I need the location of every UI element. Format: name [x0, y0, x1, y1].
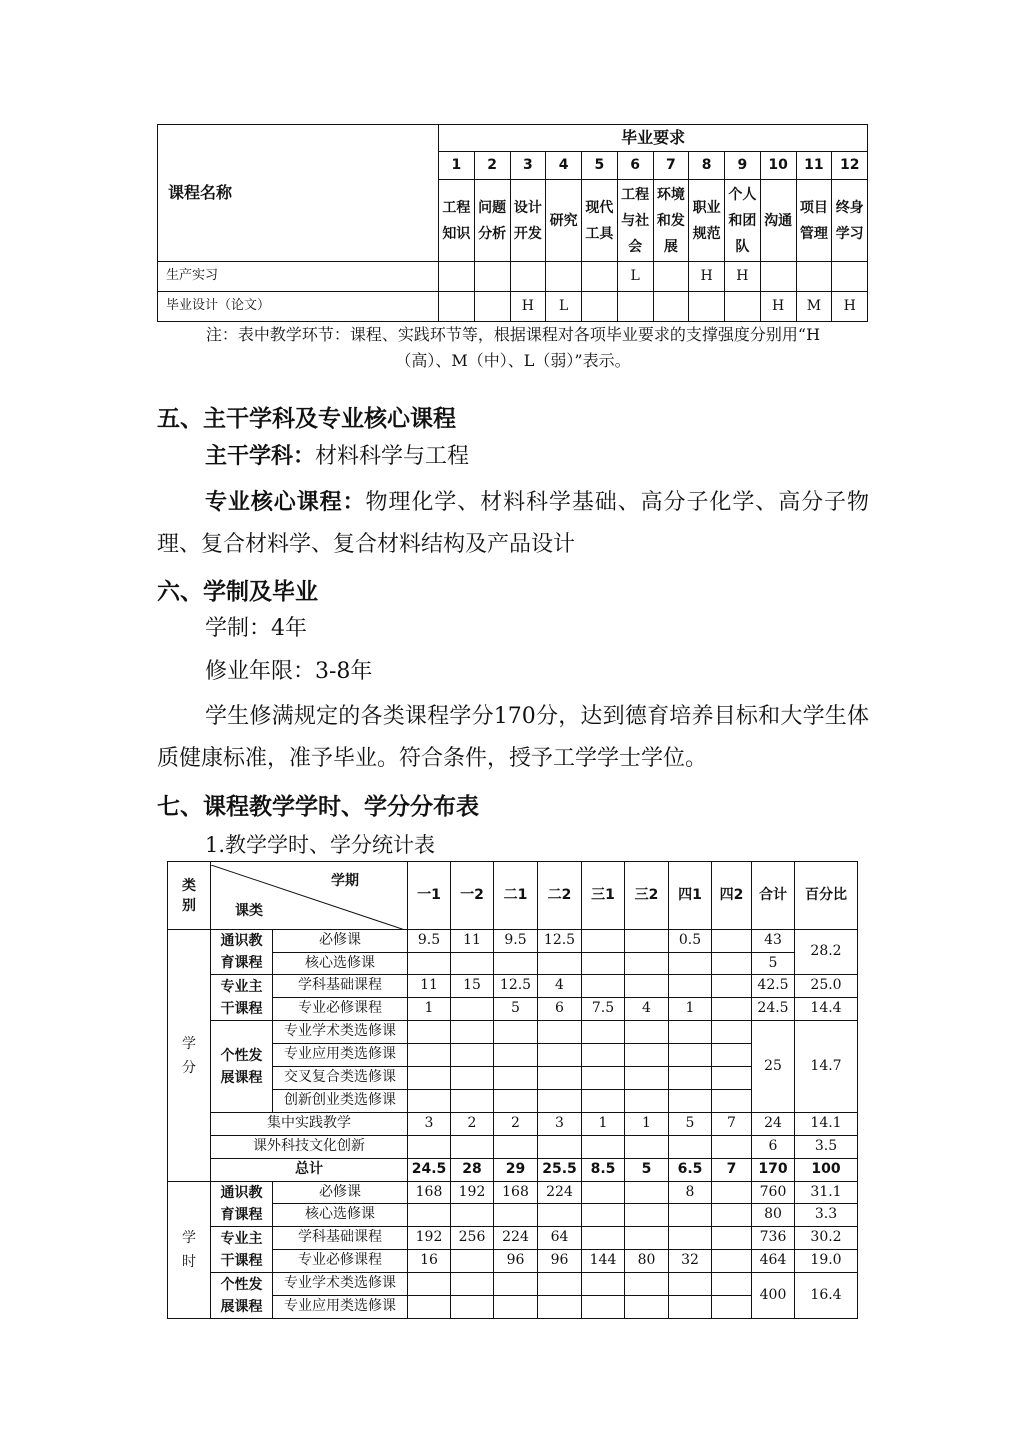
group-major: 专业主干课程	[211, 1227, 273, 1273]
total-cell: 400	[752, 1273, 795, 1319]
total-cell: 464	[752, 1250, 795, 1273]
cell: 11	[408, 975, 451, 998]
cell	[625, 1227, 669, 1250]
percent-cell: 3.3	[795, 1204, 858, 1227]
course-type: 专业必修课程	[273, 998, 408, 1021]
requirement-label: 问题分析	[474, 180, 510, 262]
cell: 2	[451, 1113, 494, 1136]
course-type: 专业应用类选修课	[273, 1296, 408, 1319]
support-cell	[546, 262, 582, 292]
diagonal-header	[211, 862, 408, 930]
cell	[538, 1273, 582, 1296]
support-cell	[760, 262, 796, 292]
support-cell: H	[832, 292, 868, 322]
cell	[494, 952, 538, 975]
cell	[625, 930, 669, 953]
requirement-number: 2	[474, 152, 510, 180]
cell: 12.5	[538, 930, 582, 953]
study-duration: 学制：4年	[205, 616, 307, 641]
requirement-label: 终身学习	[832, 180, 868, 262]
cell	[712, 1227, 752, 1250]
cell: 1	[582, 1113, 625, 1136]
support-cell	[510, 262, 546, 292]
cell: 5	[669, 1113, 712, 1136]
cell	[582, 975, 625, 998]
total-cell: 24.5	[752, 998, 795, 1021]
total-cell: 6	[752, 1136, 795, 1159]
requirement-label: 工程与社会	[617, 180, 653, 262]
cell	[408, 1296, 451, 1319]
cell	[712, 952, 752, 975]
cell: 9.5	[494, 930, 538, 953]
sum-cell: 6.5	[669, 1159, 712, 1182]
percent-cell: 3.5	[795, 1136, 858, 1159]
cell	[538, 1044, 582, 1067]
cell	[625, 1204, 669, 1227]
cell	[451, 1090, 494, 1113]
sum-label: 总计	[211, 1159, 408, 1182]
course-type: 专业学术类选修课	[273, 1021, 408, 1044]
course-type: 必修课	[273, 930, 408, 953]
main-discipline	[157, 436, 869, 478]
cell: 3	[538, 1113, 582, 1136]
cell	[451, 1067, 494, 1090]
cell: 2	[494, 1113, 538, 1136]
support-cell: H	[689, 262, 725, 292]
cell: 12.5	[494, 975, 538, 998]
cell	[494, 1273, 538, 1296]
cell: 0.5	[669, 930, 712, 953]
course-type: 专业应用类选修课	[273, 1044, 408, 1067]
cell	[669, 1273, 712, 1296]
section-heading: 五、主干学科及专业核心课程	[157, 406, 456, 432]
cell	[625, 1136, 669, 1159]
note-line: （高）、M（中）、L（弱）”表示。	[395, 351, 631, 370]
cell	[538, 952, 582, 975]
cell: 192	[451, 1182, 494, 1204]
requirements-header: 毕业要求	[439, 125, 868, 152]
cell	[494, 1044, 538, 1067]
total-cell: 43	[752, 930, 795, 953]
cell: 224	[538, 1182, 582, 1204]
course-type: 专业必修课程	[273, 1250, 408, 1273]
percent-header: 百分比	[795, 862, 858, 930]
cell: 256	[451, 1227, 494, 1250]
cell	[408, 1273, 451, 1296]
cell	[712, 1136, 752, 1159]
cell	[582, 1044, 625, 1067]
cell	[669, 1090, 712, 1113]
cell	[625, 1296, 669, 1319]
course-type: 必修课	[273, 1182, 408, 1204]
semester-col: 一2	[451, 862, 494, 930]
cell	[451, 1204, 494, 1227]
support-cell	[617, 292, 653, 322]
section-heading: 七、课程教学学时、学分分布表	[157, 794, 479, 820]
cell: 224	[494, 1227, 538, 1250]
cell: 15	[451, 975, 494, 998]
cell: 16	[408, 1250, 451, 1273]
requirement-label: 职业规范	[689, 180, 725, 262]
cell: 7.5	[582, 998, 625, 1021]
semester-col: 四2	[712, 862, 752, 930]
graduation-requirements-table	[157, 124, 868, 322]
cell	[669, 1044, 712, 1067]
percent-cell: 14.1	[795, 1113, 858, 1136]
cell	[582, 1296, 625, 1319]
requirement-number: 10	[760, 152, 796, 180]
cell: 5	[494, 998, 538, 1021]
cell	[625, 975, 669, 998]
cell	[625, 1067, 669, 1090]
group-personal: 个性发展课程	[211, 1273, 273, 1319]
support-cell	[474, 292, 510, 322]
support-cell: H	[510, 292, 546, 322]
cell	[669, 1136, 712, 1159]
cell: 1	[625, 1113, 669, 1136]
support-cell: L	[546, 292, 582, 322]
requirement-number: 11	[796, 152, 832, 180]
cell: 1	[669, 998, 712, 1021]
semester-col: 三1	[582, 862, 625, 930]
sum-cell: 24.5	[408, 1159, 451, 1182]
cell: 8	[669, 1182, 712, 1204]
support-cell	[796, 262, 832, 292]
sum-cell: 5	[625, 1159, 669, 1182]
cell	[494, 1136, 538, 1159]
semester-col: 二2	[538, 862, 582, 930]
sum-cell: 29	[494, 1159, 538, 1182]
requirement-label: 研究	[546, 180, 582, 262]
cell: 168	[408, 1182, 451, 1204]
course-type: 学科基础课程	[273, 975, 408, 998]
requirement-number: 4	[546, 152, 582, 180]
study-years: 修业年限：3-8年	[205, 659, 373, 684]
cell: 80	[625, 1250, 669, 1273]
cell: 9.5	[408, 930, 451, 953]
category-header: 类别	[168, 862, 211, 930]
support-cell	[653, 262, 689, 292]
cell	[451, 1136, 494, 1159]
support-cell	[689, 292, 725, 322]
sum-cell: 8.5	[582, 1159, 625, 1182]
percent-cell: 31.1	[795, 1182, 858, 1204]
cell	[625, 952, 669, 975]
cell	[538, 1296, 582, 1319]
cell	[625, 1182, 669, 1204]
cell	[582, 930, 625, 953]
requirement-label: 设计开发	[510, 180, 546, 262]
cell	[625, 1090, 669, 1113]
cell	[538, 1204, 582, 1227]
cell	[669, 1296, 712, 1319]
cell	[669, 1067, 712, 1090]
requirement-number: 1	[439, 152, 475, 180]
support-cell: H	[760, 292, 796, 322]
percent-cell: 30.2	[795, 1227, 858, 1250]
core-courses-label: 专业核心课程：	[205, 490, 366, 515]
cell	[582, 1090, 625, 1113]
cell	[712, 998, 752, 1021]
total-cell: 5	[752, 952, 795, 975]
cell	[538, 1136, 582, 1159]
requirement-number: 7	[653, 152, 689, 180]
course-type: 专业学术类选修课	[273, 1273, 408, 1296]
group-general: 通识教育课程	[211, 930, 273, 975]
cell	[582, 1136, 625, 1159]
cell	[712, 975, 752, 998]
cell	[712, 1250, 752, 1273]
cell	[538, 1090, 582, 1113]
course-name: 生产实习	[158, 262, 439, 292]
hour-label: 学时	[168, 1182, 211, 1319]
course-name-header: 课程名称	[158, 125, 439, 262]
cell	[712, 1067, 752, 1090]
cell-group	[408, 1021, 752, 1044]
credit-hour-table	[167, 861, 858, 1319]
support-cell	[725, 292, 761, 322]
cell	[451, 998, 494, 1021]
percent-cell: 14.4	[795, 998, 858, 1021]
subheading: 1.教学学时、学分统计表	[205, 833, 436, 857]
cell	[494, 1296, 538, 1319]
cell	[712, 930, 752, 953]
requirement-label: 现代工具	[582, 180, 618, 262]
semester-col: 二1	[494, 862, 538, 930]
support-cell	[832, 262, 868, 292]
cell	[712, 1296, 752, 1319]
support-cell	[439, 262, 475, 292]
total-header: 合计	[752, 862, 795, 930]
requirement-number: 8	[689, 152, 725, 180]
graduation-text: 学生修满规定的各类课程学分170分，达到德育培养目标和大学生体质健康标准，准予毕业。符合条件，授予工学学士学位。	[157, 704, 869, 771]
cell	[408, 952, 451, 975]
cell	[582, 1273, 625, 1296]
cell	[582, 1067, 625, 1090]
total-cell: 24	[752, 1113, 795, 1136]
cell	[669, 975, 712, 998]
requirement-number: 12	[832, 152, 868, 180]
table-note	[160, 322, 866, 374]
support-cell	[439, 292, 475, 322]
group-personal: 个性发展课程	[211, 1021, 273, 1113]
cell	[408, 1044, 451, 1067]
sum-cell: 25.5	[538, 1159, 582, 1182]
requirement-label: 工程知识	[439, 180, 475, 262]
total-cell: 42.5	[752, 975, 795, 998]
cell	[712, 1204, 752, 1227]
cell	[582, 1182, 625, 1204]
course-type: 集中实践教学	[211, 1113, 408, 1136]
requirement-label: 沟通	[760, 180, 796, 262]
percent-cell: 16.4	[795, 1273, 858, 1319]
requirement-label: 环境和发展	[653, 180, 689, 262]
percent-cell: 28.2	[795, 930, 858, 975]
cell	[625, 1044, 669, 1067]
cell	[494, 1067, 538, 1090]
cell	[451, 1250, 494, 1273]
main-discipline-value: 材料科学与工程	[315, 444, 470, 469]
cell	[712, 1044, 752, 1067]
cell: 3	[408, 1113, 451, 1136]
cell	[538, 1067, 582, 1090]
cell: 192	[408, 1227, 451, 1250]
cell	[669, 1204, 712, 1227]
total-cell: 170	[752, 1159, 795, 1182]
cell	[669, 1227, 712, 1250]
support-cell	[474, 262, 510, 292]
credit-label: 学分	[168, 930, 211, 1182]
percent-cell: 14.7	[795, 1021, 858, 1113]
cell	[408, 1090, 451, 1113]
cell	[494, 1204, 538, 1227]
cell	[712, 1182, 752, 1204]
cell	[669, 952, 712, 975]
requirement-label: 个人和团队	[725, 180, 761, 262]
cell: 96	[494, 1250, 538, 1273]
course-type: 核心选修课	[273, 1204, 408, 1227]
course-type: 创新创业类选修课	[273, 1090, 408, 1113]
percent-cell: 19.0	[795, 1250, 858, 1273]
cell: 1	[408, 998, 451, 1021]
sum-cell: 7	[712, 1159, 752, 1182]
support-cell: L	[617, 262, 653, 292]
semester-col: 四1	[669, 862, 712, 930]
cell: 7	[712, 1113, 752, 1136]
cell: 11	[451, 930, 494, 953]
cell	[582, 952, 625, 975]
course-type: 学科基础课程	[273, 1227, 408, 1250]
total-cell: 80	[752, 1204, 795, 1227]
cell: 6	[538, 998, 582, 1021]
requirement-number: 9	[725, 152, 761, 180]
cell: 4	[538, 975, 582, 998]
cell	[451, 1273, 494, 1296]
total-cell: 736	[752, 1227, 795, 1250]
cell	[494, 1090, 538, 1113]
cell	[582, 1204, 625, 1227]
sum-cell: 28	[451, 1159, 494, 1182]
core-courses-value: 物理化学、材料科学基础、高分子化学、高分子物理、复合材料学、复合材料结构及产品设计	[157, 490, 869, 557]
percent-cell: 25.0	[795, 975, 858, 998]
group-general: 通识教育课程	[211, 1182, 273, 1227]
requirement-number: 5	[582, 152, 618, 180]
core-courses	[157, 482, 869, 566]
support-cell: H	[725, 262, 761, 292]
cell	[451, 1044, 494, 1067]
cell: 32	[669, 1250, 712, 1273]
support-cell	[582, 292, 618, 322]
main-discipline-label: 主干学科：	[205, 444, 316, 469]
course-type: 核心选修课	[273, 952, 408, 975]
cell	[408, 1204, 451, 1227]
cell: 168	[494, 1182, 538, 1204]
cell	[451, 952, 494, 975]
cell	[451, 1296, 494, 1319]
requirement-number: 3	[510, 152, 546, 180]
semester-col: 一1	[408, 862, 451, 930]
note-line: 注：表中教学环节：课程、实践环节等，根据课程对各项毕业要求的支撑强度分别用“H	[205, 325, 821, 344]
semester-header: 学期	[331, 872, 359, 889]
total-cell: 25	[752, 1021, 795, 1113]
support-cell	[582, 262, 618, 292]
percent-cell: 100	[795, 1159, 858, 1182]
requirement-label: 项目管理	[796, 180, 832, 262]
course-name: 毕业设计（论文）	[158, 292, 439, 322]
cell	[408, 1067, 451, 1090]
course-type-header: 课类	[235, 902, 263, 919]
course-type: 课外科技文化创新	[211, 1136, 408, 1159]
semester-col: 三2	[625, 862, 669, 930]
cell: 96	[538, 1250, 582, 1273]
cell	[625, 1273, 669, 1296]
cell	[408, 1136, 451, 1159]
group-major: 专业主干课程	[211, 975, 273, 1021]
support-cell: M	[796, 292, 832, 322]
cell: 4	[625, 998, 669, 1021]
cell	[712, 1273, 752, 1296]
support-cell	[653, 292, 689, 322]
course-type: 交叉复合类选修课	[273, 1067, 408, 1090]
total-cell: 760	[752, 1182, 795, 1204]
cell: 144	[582, 1250, 625, 1273]
cell: 64	[538, 1227, 582, 1250]
requirement-number: 6	[617, 152, 653, 180]
cell	[582, 1227, 625, 1250]
cell	[712, 1090, 752, 1113]
section-heading: 六、学制及毕业	[157, 579, 318, 605]
